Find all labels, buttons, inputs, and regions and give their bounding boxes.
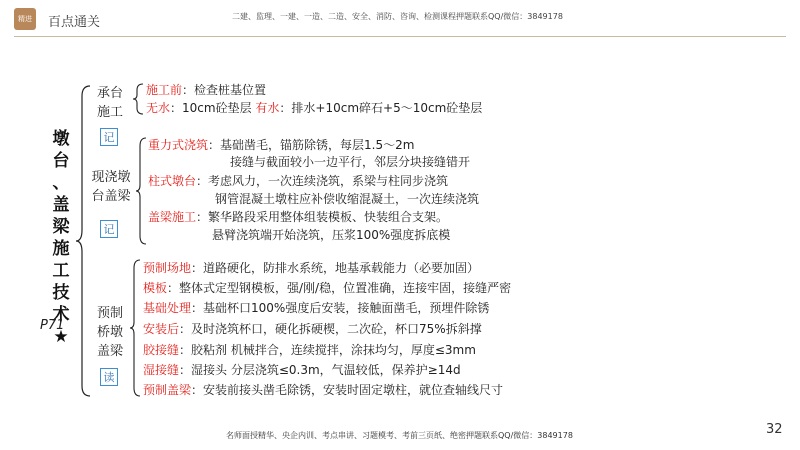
footer-contact-text: 名师面授精华、央企内训、考点串讲、习题模考、考前三页纸、绝密押题联系QQ/微信：3849178 — [226, 431, 573, 440]
tag-memorize: 记 — [100, 220, 118, 238]
cast-line-2: 接缝与截面较小一边平行，邻层分块接缝错开 — [230, 155, 471, 169]
title-char: 术 — [52, 305, 70, 325]
main-brace-icon — [74, 84, 94, 398]
precast-line-3: 基础处理：基础杯口100%强度后安装，接触面凿毛，预埋件除锈 — [143, 301, 490, 315]
precast-brace-icon — [128, 258, 142, 398]
cast-line-5: 盖梁施工：繁华路段采用整体组装模板、快装组合支架。 — [148, 210, 449, 224]
tag-memorize: 记 — [100, 128, 118, 146]
cast-line-3: 柱式墩台：考虑风力，一次连续浇筑，系梁与柱同步浇筑 — [148, 174, 449, 188]
header-divider — [14, 36, 786, 37]
section-label-cast: 现浇墩 台盖梁 — [91, 170, 131, 204]
tag-read: 读 — [100, 368, 118, 386]
precast-line-2: 模板：整体式定型钢模板，强/刚/稳，位置准确，连接牢固，接缝严密 — [143, 281, 512, 295]
brand-title: 百点通关 — [48, 15, 101, 30]
cap-brace-icon — [131, 82, 145, 116]
title-char: 技 — [52, 283, 70, 303]
title-char: 工 — [52, 261, 70, 281]
precast-line-5: 胶接缝：胶粘剂 机械拌合，连续搅拌，涂抹均匀，厚度≤3mm — [143, 343, 476, 357]
section-label-cap: 承台 施工 — [96, 86, 123, 120]
title-char: 台 — [52, 151, 70, 171]
header-contact-text: 二建、监理、一建、一造、二造、安全、消防、咨询、检测课程押题联系QQ/微信：3849178 — [232, 12, 563, 21]
title-char: 施 — [52, 239, 70, 259]
title-char: 墩 — [52, 129, 70, 149]
main-title-vertical — [48, 128, 74, 348]
precast-line-4: 安装后：及时浇筑杯口，硬化拆硬楔，二次砼，杯口75%拆斜撑 — [143, 322, 482, 336]
brand-logo: 精进 — [14, 8, 36, 30]
page-number: 32 — [766, 422, 783, 437]
cast-line-4: 钢管混凝土墩柱应补偿收缩混凝土，一次连续浇筑 — [215, 192, 480, 206]
cap-line-2: 无水：10cm砼垫层 有水：排水+10cm碎石+5～10cm砼垫层 — [146, 101, 483, 115]
header-bar — [0, 0, 800, 36]
cast-line-1: 重力式浇筑：基础凿毛，锚筋除锈，每层1.5～2m — [148, 138, 415, 152]
title-char: ★ — [53, 327, 69, 347]
title-char: 盖 — [52, 195, 70, 215]
cap-line-1: 施工前：检查桩基位置 — [146, 83, 267, 97]
precast-line-6: 湿接缝：湿接头 分层浇筑≤0.3m，气温较低，保养护≥14d — [143, 363, 461, 377]
title-char: 、 — [52, 173, 70, 193]
section-label-precast: 预制 桥墩 盖梁 — [96, 306, 123, 359]
precast-line-1: 预制场地：道路硬化，防排水系统，地基承载能力（必要加固） — [143, 261, 480, 275]
title-char: 梁 — [52, 217, 70, 237]
cast-brace-icon — [134, 136, 148, 246]
precast-line-7: 预制盖梁：安装前接头凿毛除锈，安装时固定墩柱，就位查轴线尺寸 — [143, 383, 504, 397]
cast-line-6: 悬臂浇筑端开始浇筑，压浆100%强度拆底模 — [212, 228, 451, 242]
page-reference: P71 — [40, 318, 65, 333]
